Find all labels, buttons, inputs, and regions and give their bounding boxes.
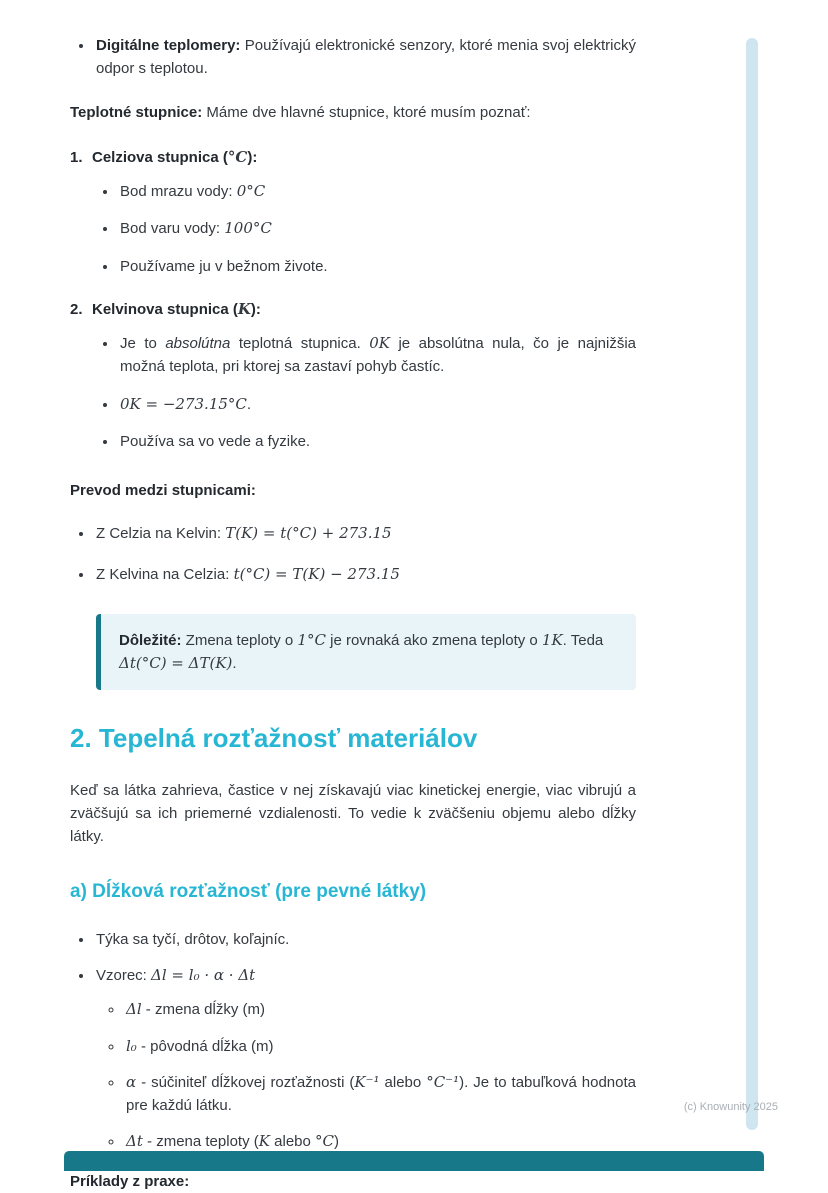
title-text: ): (247, 148, 258, 166)
variable-description: ) (334, 1133, 340, 1151)
conversion-list (70, 522, 636, 586)
important-callout (96, 614, 636, 691)
scales-intro-paragraph (70, 101, 636, 124)
variable-description: - zmena dĺžky (m) (141, 1001, 265, 1019)
bullet-science-use (118, 430, 636, 453)
bullet-kelvin-conversion (118, 393, 636, 416)
math-unit: °C⁻¹ (426, 1072, 460, 1091)
ordered-item-body (92, 298, 636, 453)
thermal-expansion-paragraph: Keď sa látka zahrieva, častice v nej získavajú viac kinetickej energie, viac vibrujú a zväčšujú sa ich priemerné vzdialenosti. To vedie k zväčšeniu objemu alebo dĺžky látky. (70, 781, 636, 846)
callout-text: je rovnaká ako zmena teploty o (325, 631, 542, 649)
math-unit: K (258, 1132, 270, 1151)
math-formula: Δl = l₀ · α · Δt (151, 966, 256, 985)
variable-description: alebo (269, 1133, 316, 1151)
bullet-absolute-scale (118, 332, 636, 379)
celsius-sublist (92, 180, 636, 278)
bullet-text: Z Kelvina na Celzia: (96, 565, 234, 583)
kelvin-title (92, 298, 636, 321)
document-content (70, 34, 636, 1193)
ordered-item-kelvin (70, 298, 636, 453)
math-celsius-symbol: °C (227, 147, 248, 166)
bullet-text: Vzorec: (96, 967, 152, 985)
math-kelvin-symbol: K (237, 299, 251, 318)
page-edge-stripe (746, 38, 758, 1130)
math-formula: Δt(°C) = ΔT(K) (119, 654, 233, 672)
italic-word: absolútna (165, 335, 231, 352)
bullet-celsius-to-kelvin (94, 522, 636, 545)
bullet-kelvin-to-celsius (94, 563, 636, 586)
bullet-text: Používajú elektronické senzory, ktoré menia svoj elektrický odpor s teplotou. (96, 37, 636, 78)
bullet-text: teplotná stupnica. (230, 335, 370, 352)
variable-alpha (124, 1071, 636, 1118)
linear-expansion-list (70, 928, 636, 1154)
bullet-formula (94, 964, 636, 1154)
bullet-text: Používame ju v bežnom živote. (120, 257, 328, 275)
variable-description: - súčiniteľ dĺžkovej rozťažnosti ( (136, 1073, 355, 1091)
bold-label: Teplotné stupnice: (70, 103, 203, 121)
math-formula: t(°C) = T(K) − 273.15 (233, 564, 400, 583)
subsection-heading-linear-expansion: a) Dĺžková rozťažnosť (pre pevné látky) (70, 880, 427, 902)
digital-thermometers-list (70, 34, 636, 81)
kelvin-sublist (92, 332, 636, 453)
math-expression: 100°C (224, 219, 272, 238)
title-text: Celziova stupnica ( (92, 148, 228, 166)
callout-text: . (232, 655, 237, 672)
celsius-title (92, 146, 636, 169)
bullet-digital-thermometers (94, 34, 636, 81)
math-unit: °C (315, 1132, 335, 1151)
next-page-preview-bar (64, 1151, 764, 1171)
math-expression: 0K (369, 334, 390, 352)
bullet-everyday-use (118, 255, 636, 278)
bullet-boiling-point (118, 217, 636, 240)
variable-description: - zmena teploty ( (142, 1133, 259, 1151)
variable-description: - pôvodná dĺžka (m) (136, 1037, 274, 1055)
paragraph-text: Máme dve hlavné stupnice, ktoré musím poznať: (202, 103, 531, 121)
variable-delta-l (124, 998, 636, 1021)
bullet-text: Z Celzia na Kelvin: (96, 525, 226, 543)
math-expression: 0°C (236, 182, 266, 200)
bullet-text: Bod mrazu vody: (120, 183, 237, 200)
ordered-item-body (92, 146, 636, 278)
title-text: ): (250, 300, 261, 318)
list-number: 1. (70, 148, 83, 166)
conversion-heading: Prevod medzi stupnicami: (70, 482, 256, 499)
bullet-applies-to: • Týka sa tyčí, drôtov, koľajníc. (94, 928, 636, 951)
formula-variables-list (96, 998, 636, 1153)
bullet-freezing-point (118, 180, 636, 203)
bullet-text: Používa sa vo vede a fyzike. (120, 432, 311, 450)
list-number: 2. (70, 300, 83, 318)
bullet-text: je absolútna nula, čo je najnižšia možná teplota, pri ktorej sa zastaví pohyb častíc. (120, 335, 636, 376)
watermark-credit: (c) Knowunity 2025 (683, 1101, 778, 1113)
ordered-item-celsius (70, 146, 636, 278)
math-expression: 1K (541, 630, 563, 649)
math-symbol: l₀ (126, 1036, 137, 1055)
math-symbol: Δt (126, 1132, 143, 1151)
title-text: Kelvinova stupnica ( (92, 300, 238, 318)
section-heading-thermal-expansion: 2. Tepelná rozťažnosť materiálov (70, 723, 478, 754)
bullet-text: Bod varu vody: (120, 220, 225, 238)
bullet-text: Je to (120, 335, 166, 352)
examples-heading: Príklady z praxe: (70, 1172, 190, 1190)
math-symbol: Δl (126, 1000, 142, 1019)
callout-text: Zmena teploty o (181, 631, 298, 649)
callout-text: . Teda (562, 631, 604, 649)
bold-label: Digitálne teplomery: (96, 37, 241, 54)
variable-description: ). Je to tabuľková hodnota pre každú látku. (126, 1073, 636, 1115)
math-formula: T(K) = t(°C) + 273.15 (225, 524, 392, 543)
math-expression: 0K = −273.15°C (120, 394, 247, 413)
callout-label: Dôležité: (119, 631, 182, 649)
variable-description: alebo (379, 1073, 427, 1091)
variable-l0 (124, 1035, 636, 1058)
math-expression: 1°C (297, 630, 326, 649)
math-symbol: α (126, 1072, 137, 1091)
bullet-text: . (246, 395, 252, 413)
math-unit: K⁻¹ (354, 1072, 380, 1091)
